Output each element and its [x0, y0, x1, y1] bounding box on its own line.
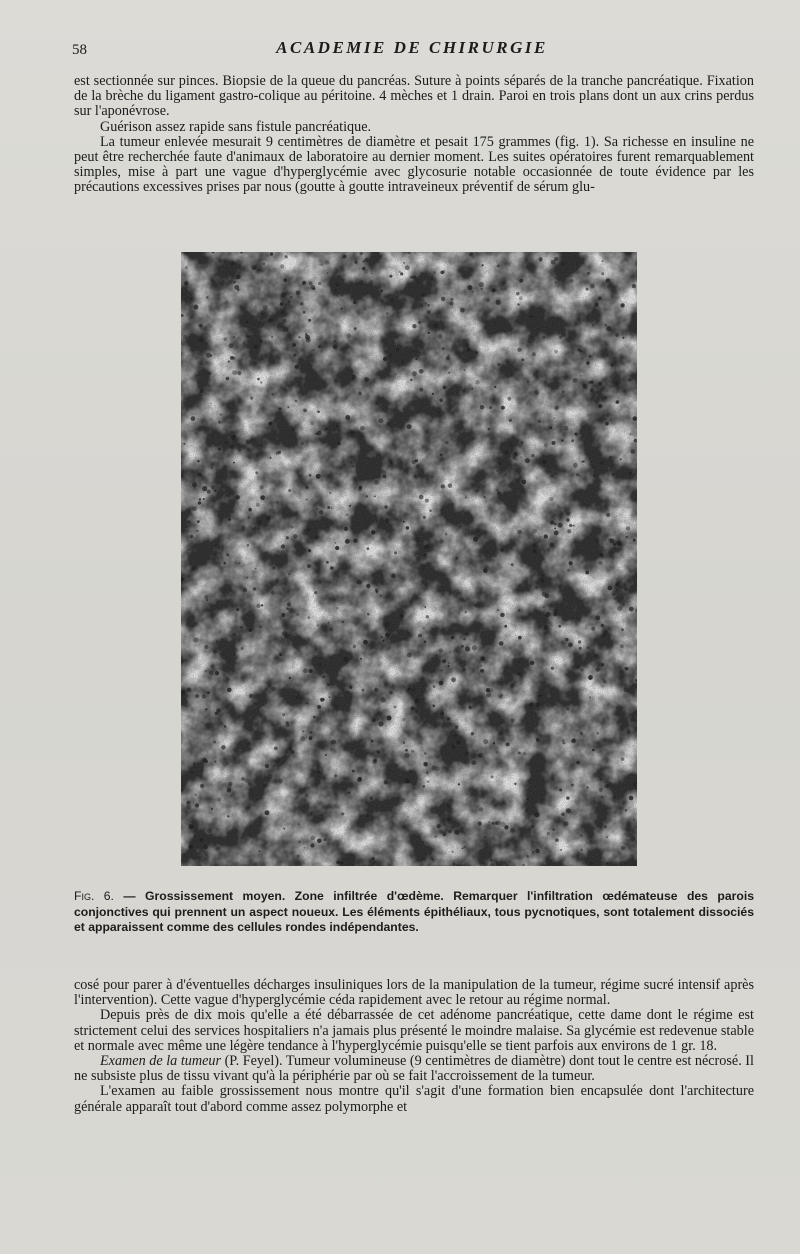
exam-text: (P. Feyel). Tumeur volumineuse (9 centimètres de diamètre) dont tout le centre est nécrosé. Il ne subsiste plus de tissu vivant qu'à la périphérie par où se fait l'accroissement de la tumeur. — [74, 1053, 754, 1085]
paragraph: Guérison assez rapide sans fistule pancréatique. — [100, 118, 372, 135]
micrograph-image — [181, 252, 637, 866]
paragraph: Depuis près de dix mois qu'elle a été débarrassée de cet adénome pancréatique, cette dame dont le régime est strictement celui des services hospitaliers n'a jamais plus présenté le moindre malaise. Sa glycémie est redevenue stable et normale avec même une légère tendance à l'hyperglycémie puisqu'elle se tient parfois aux environs de 1 gr. 18. — [74, 1007, 754, 1054]
running-title: ACADEMIE DE CHIRURGIE — [276, 38, 548, 57]
page-header — [72, 38, 752, 60]
text-block-bottom — [74, 978, 754, 1115]
paragraph: cosé pour parer à d'éventuelles décharges insuliniques lors de la manipulation de la tumeur, régime sucré intensif après l'intervention). Cette vague d'hyperglycémie céda rapidement avec le retour au régime normal. — [74, 977, 754, 1009]
paragraph: est sectionnée sur pinces. Biopsie de la queue du pancréas. Suture à points séparés de la tranche pancréatique. Fixation de la brèche du ligament gastro-colique au péritoine. 4 mèches et 1 drain. Paroi en trois plans dont un aux crins perdus sur l'aponévrose. — [74, 73, 754, 120]
caption-text: — Grossissement moyen. Zone infiltrée d'œdème. Remarquer l'infiltration œdémateuse des parois conjonctives qui prennent un aspect noueux. Les éléments épithéliaux, tous pycnotiques, sont totalement dissociés et apparaissent comme des cellules rondes indépendantes. — [74, 889, 754, 934]
paragraph-exam — [74, 1054, 754, 1084]
micrograph-figure — [181, 252, 637, 866]
figure-caption — [74, 889, 754, 936]
text-block-top — [74, 74, 754, 196]
figure-label: Fig. 6. — [74, 889, 114, 903]
page-number: 58 — [72, 42, 87, 58]
paragraph: La tumeur enlevée mesurait 9 centimètres de diamètre et pesait 175 grammes (fig. 1). Sa richesse en insuline ne peut être recherchée faute d'animaux de laboratoire au dernier moment. Les suites opératoires furent remarquablement simples, mise à part une vague d'hyperglycémie avec glycosurie notable occasionnée de toute évidence par les précautions excessives prises par nous (goutte à goutte intraveineux préventif de sérum glu- — [74, 133, 754, 196]
exam-heading: Examen de la tumeur — [100, 1053, 222, 1070]
paragraph: L'examen au faible grossissement nous montre qu'il s'agit d'une formation bien encapsulée dont l'architecture générale apparaît tout d'abord comme assez polymorphe et — [74, 1083, 754, 1115]
